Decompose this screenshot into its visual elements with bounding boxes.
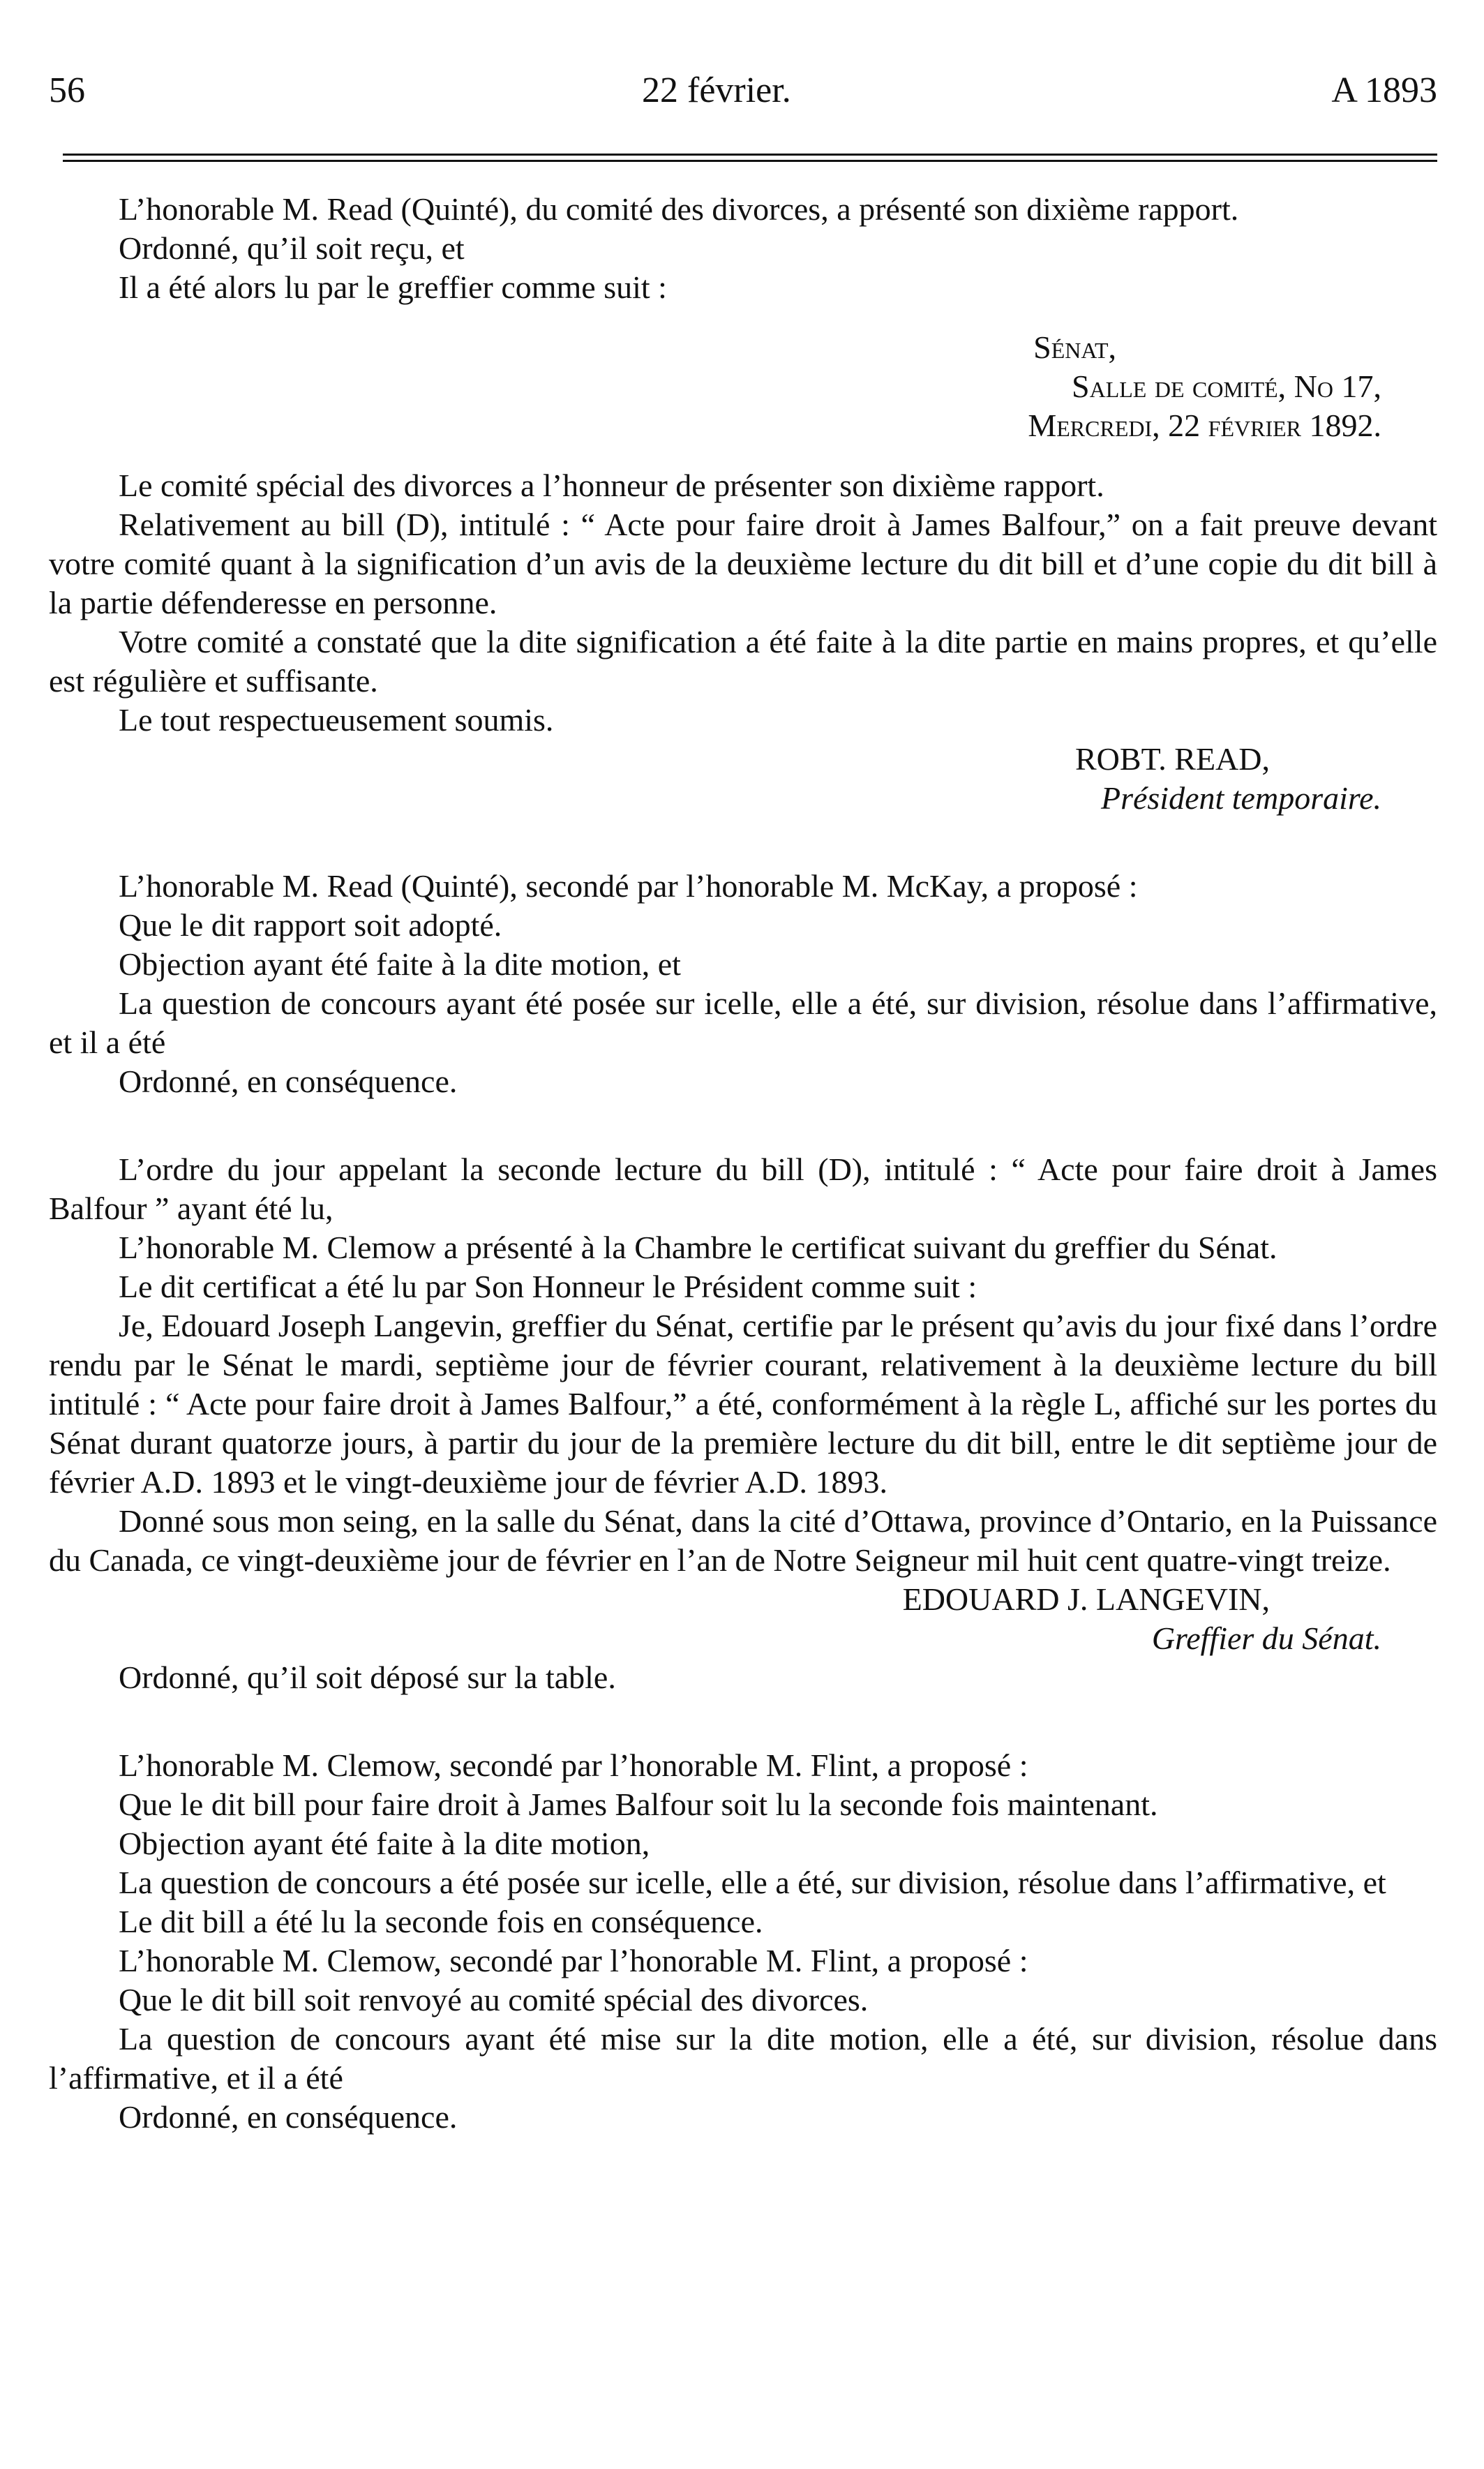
signature-title: Greffier du Sénat. bbox=[1151, 1620, 1381, 1656]
paragraph: Relativement au bill (D), intitulé : “ Acte pour faire droit à James Balfour,” on a fait preuve devant votre comité quant à la signification d’un avis de la deuxième lecture du dit bill et d’une copie du dit bill à la partie défenderesse en personne. bbox=[49, 507, 1437, 620]
paragraph: Le tout respectueusement soumis. bbox=[119, 702, 554, 738]
paragraph: Ordonné, en conséquence. bbox=[119, 2099, 458, 2135]
signature-name: ROBT. READ, bbox=[1075, 741, 1270, 777]
paragraph: L’honorable M. Read (Quinté), du comité des divorces, a présenté son dixième rapport. bbox=[119, 191, 1239, 227]
paragraph: La question de concours ayant été mise sur la dite motion, elle a été, sur division, résolue dans l’affirmative, et il a été bbox=[49, 2021, 1437, 2096]
paragraph: La question de concours ayant été posée sur icelle, elle a été, sur division, résolue dans l’affirmative, et il a été bbox=[49, 985, 1437, 1060]
header-date: 22 février. bbox=[642, 70, 791, 110]
salle-label: Salle de comité, No 17, bbox=[1072, 368, 1381, 404]
signature-name: EDOUARD J. LANGEVIN, bbox=[902, 1581, 1270, 1617]
paragraph: Ordonné, qu’il soit reçu, et bbox=[119, 230, 465, 266]
page-body bbox=[49, 190, 1437, 2137]
journal-page bbox=[49, 63, 1437, 2137]
paragraph: L’honorable M. Clemow a présenté à la Chambre le certificat suivant du greffier du Sénat. bbox=[119, 1230, 1277, 1265]
paragraph: Le comité spécial des divorces a l’honneur de présenter son dixième rapport. bbox=[119, 468, 1104, 503]
paragraph: Que le dit bill soit renvoyé au comité spécial des divorces. bbox=[119, 1982, 869, 2017]
report-heading bbox=[49, 328, 1437, 445]
paragraph: Que le dit bill pour faire droit à James Balfour soit lu la seconde fois maintenant. bbox=[119, 1787, 1158, 1822]
paragraph: L’honorable M. Clemow, secondé par l’honorable M. Flint, a proposé : bbox=[119, 1943, 1028, 1978]
paragraph: La question de concours a été posée sur icelle, elle a été, sur division, résolue dans l’affirmative, et bbox=[119, 1865, 1386, 1900]
paragraph: Objection ayant été faite à la dite motion, et bbox=[119, 946, 681, 982]
paragraph: Votre comité a constaté que la dite signification a été faite à la dite partie en mains propres, et qu’elle est régulière et suffisante. bbox=[49, 624, 1437, 699]
paragraph: Ordonné, en conséquence. bbox=[119, 1064, 458, 1099]
page-number: 56 bbox=[49, 70, 85, 110]
report-date: Mercredi, 22 février 1892. bbox=[1028, 408, 1381, 443]
paragraph: Donné sous mon seing, en la salle du Sénat, dans la cité d’Ottawa, province d’Ontario, en la Puissance du Canada, ce vingt-deuxième jour de février en l’an de Notre Seigneur mil huit cent quatre-vingt treize. bbox=[49, 1503, 1437, 1578]
paragraph: Le dit certificat a été lu par Son Honneur le Président comme suit : bbox=[119, 1269, 977, 1304]
paragraph: L’honorable M. Clemow, secondé par l’honorable M. Flint, a proposé : bbox=[119, 1747, 1028, 1783]
paragraph: Je, Edouard Joseph Langevin, greffier du Sénat, certifie par le présent qu’avis du jour fixé dans l’ordre rendu par le Sénat le mardi, septième jour de février courant, relativement à la deuxième lecture du bill intitulé : “ Acte pour faire droit à James Balfour,” a été, conformément à la règle L, affiché sur les portes du Sénat durant quatorze jours, à partir du jour de la première lecture du dit bill, entre le dit septième jour de février A.D. 1893 et le vingt-deuxième jour de février A.D. 1893. bbox=[49, 1308, 1437, 1500]
paragraph: Ordonné, qu’il soit déposé sur la table. bbox=[119, 1659, 616, 1695]
paragraph: L’honorable M. Read (Quinté), secondé par l’honorable M. McKay, a proposé : bbox=[119, 868, 1138, 904]
paragraph: Il a été alors lu par le greffier comme suit : bbox=[119, 269, 667, 305]
page-header bbox=[49, 63, 1437, 126]
paragraph: Objection ayant été faite à la dite motion, bbox=[119, 1826, 650, 1861]
paragraph: L’ordre du jour appelant la seconde lecture du bill (D), intitulé : “ Acte pour faire droit à James Balfour ” ayant été lu, bbox=[49, 1151, 1437, 1226]
header-rule-top bbox=[63, 154, 1437, 156]
signature-title: Président temporaire. bbox=[1100, 780, 1381, 816]
paragraph: Le dit bill a été lu la seconde fois en conséquence. bbox=[119, 1904, 763, 1939]
paragraph: Que le dit rapport soit adopté. bbox=[119, 907, 502, 943]
header-year: A 1893 bbox=[1331, 70, 1437, 110]
header-rule-bottom bbox=[63, 160, 1437, 162]
senat-label: Sénat, bbox=[1033, 329, 1116, 365]
